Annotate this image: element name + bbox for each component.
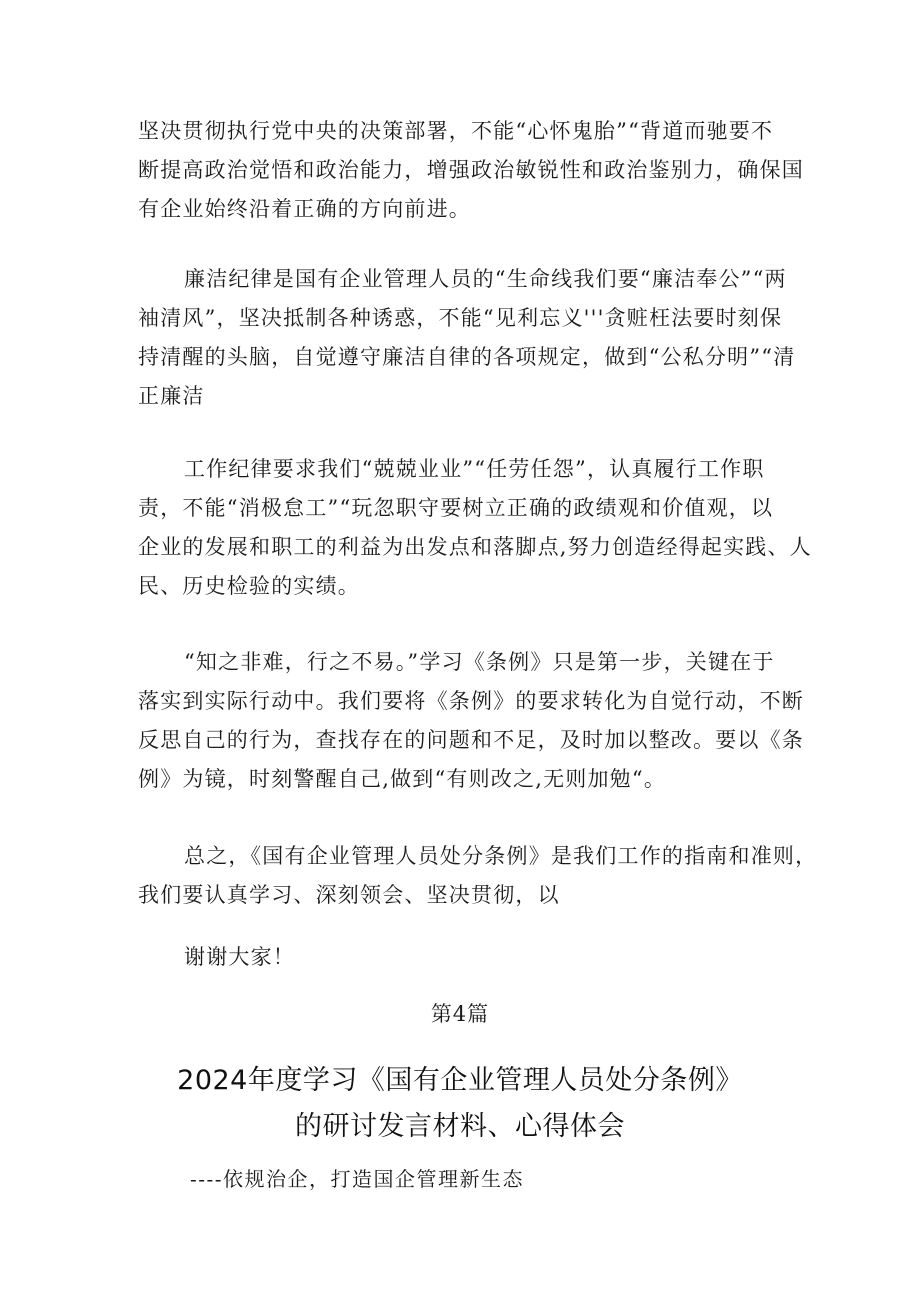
article-title bbox=[0, 1058, 920, 1150]
paragraph-thanks bbox=[138, 938, 798, 977]
paragraph-line: 坚决贯彻执行党中央的决策部署，不能“心怀鬼胎”“背道而驰要不 bbox=[138, 119, 774, 143]
article-subtitle: ----依规治企，打造国企管理新生态 bbox=[190, 1167, 525, 1191]
title-line: 的研讨发言材料、心得体会 bbox=[295, 1111, 625, 1142]
paragraph-line: 持清醒的头脑，自觉遵守廉洁自律的各项规定，做到“公私分明”“清 bbox=[138, 345, 796, 369]
paragraph-line: 有企业始终沿着正确的方向前进。 bbox=[138, 197, 471, 221]
paragraph-line: 民、历史检验的实绩。 bbox=[138, 574, 360, 598]
paragraph-line: 落实到实际行动中。我们要将《条例》的要求转化为自觉行动，不断 bbox=[138, 689, 804, 713]
paragraph-line: 企业的发展和职工的利益为出发点和落脚点,努力创造经得起实践、人 bbox=[138, 535, 812, 559]
paragraph-line: 总之，《国有企业管理人员处分条例》是我们工作的指南和准则， bbox=[184, 844, 818, 868]
paragraph-integrity-discipline bbox=[138, 260, 798, 416]
section-label: 第4篇 bbox=[430, 1002, 490, 1026]
paragraph-line: “知之非难，行之不易。”学习《条例》只是第一步，关键在于 bbox=[184, 650, 775, 674]
title-line: 2024年度学习《国有企业管理人员处分条例》 bbox=[177, 1065, 743, 1096]
paragraph-conclusion bbox=[138, 837, 818, 915]
paragraph-line: 廉洁纪律是国有企业管理人员的“生命线我们要“廉洁奉公”“两 bbox=[184, 267, 787, 291]
paragraph-implementation bbox=[138, 643, 804, 799]
paragraph-line: 责，不能“消极怠工”“玩忽职守要树立正确的政绩观和价值观，以 bbox=[138, 496, 774, 520]
paragraph-line: 反思自己的行为，查找存在的问题和不足，及时加以整改。要以《条 bbox=[138, 728, 804, 752]
paragraph-line: 袖清风”，坚决抵制各种诱惑，不能“见利忘义'''贪赃枉法要时刻保 bbox=[138, 306, 783, 330]
paragraph-line: 断提高政治觉悟和政治能力，增强政治敏锐性和政治鉴别力，确保国 bbox=[138, 158, 804, 182]
paragraph-political-discipline bbox=[138, 112, 804, 229]
paragraph-line: 正廉洁 bbox=[138, 384, 205, 408]
paragraph-line: 谢谢大家！ bbox=[184, 945, 295, 969]
paragraph-line: 工作纪律要求我们“兢兢业业”“任劳任怨”，认真履行工作职 bbox=[184, 457, 765, 481]
paragraph-work-discipline bbox=[138, 450, 812, 606]
paragraph-line: 例》为镜，时刻警醒自己,做到“有则改之,无则加勉“。 bbox=[138, 767, 667, 791]
paragraph-line: 我们要认真学习、深刻领会、坚决贯彻，以 bbox=[138, 883, 560, 907]
